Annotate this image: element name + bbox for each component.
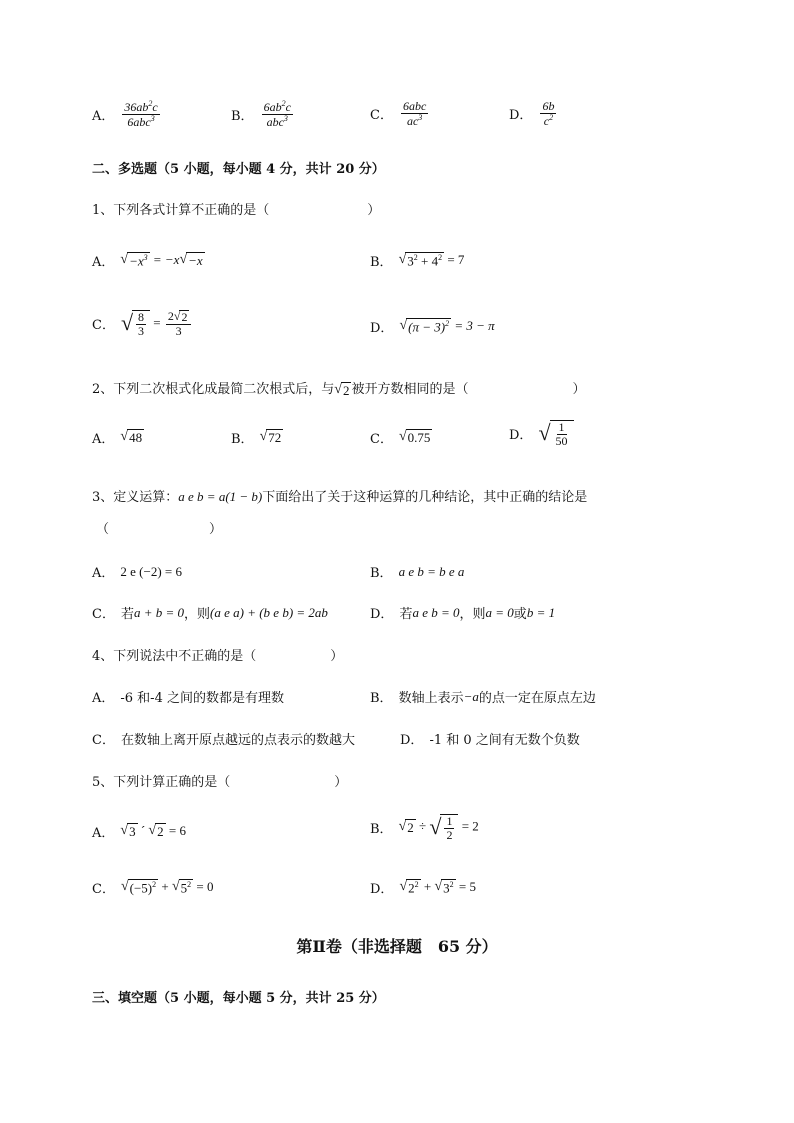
- q5-option-a: A． √ 3 ´ √ 2 = 6: [92, 822, 186, 841]
- part-2-title: 第Ⅱ卷（非选择题 65 分）: [296, 937, 498, 956]
- fraction: $\frac{36ab^2c}{6abc^3}$: [124, 99, 158, 129]
- q1-option-d: D． √ $(\pi - 3)^2$ = 3 − π: [370, 317, 495, 336]
- fraction: $\frac{\text{6abc}}{ac^3}$: [402, 99, 427, 128]
- fraction: $\frac{6ab^2c}{abc^3}$: [263, 99, 291, 129]
- q4-option-c: C． 在数轴上离开原点越远的点表示的数越大: [92, 733, 355, 748]
- fraction: $\frac{6b}{c^2}$: [542, 99, 555, 128]
- top-option-a: [92, 100, 162, 128]
- section-heading: 三、填空题（5 小题，每小题 5 分，共计 25 分）: [92, 991, 385, 1006]
- q1-option-c: C． √ $\frac{8}{3}$ = 2 √ 2 3: [92, 310, 193, 338]
- option-label: C．: [370, 108, 393, 124]
- q2-option-a: A． √ 48: [92, 429, 143, 447]
- question-2-stem: 2、下列二次根式化成最简二次根式后，与 √ 2 被开方数相同的是（ ）: [92, 381, 586, 398]
- q3-option-d: D． 若 a e b = 0 ，则 a = 0 或 b = 1: [370, 604, 556, 622]
- q2-option-d: D． √ $\frac{1}{50}$: [509, 420, 574, 447]
- top-option-d: [509, 100, 558, 127]
- top-option-c: [370, 100, 430, 127]
- q4-option-b: B． 数轴上表示 −a 的点一定在原点左边: [370, 688, 596, 706]
- q5-option-b: B． √ 2 ÷ √ $\frac{1}{2}$ = 2: [370, 814, 479, 842]
- section-heading: 二、多选题（5 小题，每小题 4 分，共计 20 分）: [92, 162, 385, 177]
- q2-option-b: B． √ 72: [231, 429, 282, 447]
- question-5-stem: 5、下列计算正确的是（ ）: [92, 775, 348, 790]
- q1-option-b: B． √ $3^2 + 4^2$ = 7: [370, 251, 465, 270]
- top-option-b: [231, 100, 295, 128]
- option-label: D．: [509, 108, 533, 124]
- q4-option-d: D． -1 和 0 之间有无数个负数: [400, 733, 580, 748]
- option-label: B．: [231, 108, 254, 124]
- q2-option-c: C． √ 0.75: [370, 429, 431, 447]
- q3-option-b: B． a e b = b e a: [370, 563, 465, 581]
- q5-option-c: C． √ $(-5)^2$ + √ $5^2$ = 0: [92, 878, 214, 897]
- question-3-stem: 3、定义运算：a e b = a(1 − b)下面给出了关于这种运算的几种结论，其中正确的结论是: [92, 489, 588, 505]
- question-1-stem: 1、下列各式计算不正确的是（ ）: [92, 203, 381, 218]
- q3-option-a: A． 2 e (−2) = 6: [92, 563, 182, 581]
- question-3-answer-paren: （ ）: [96, 522, 223, 537]
- q1-option-a: A． √ $-x^3$ = −x √ −x: [92, 251, 203, 270]
- q5-option-d: D． √ $2^2$ + √ $3^2$ = 5: [370, 878, 476, 897]
- q3-option-c: C． 若 a + b = 0 ，则 (a e a) + (b e b) = 2ab: [92, 604, 328, 622]
- question-4-stem: 4、下列说法中不正确的是（ ）: [92, 649, 344, 664]
- option-label: A．: [92, 108, 115, 124]
- q4-option-a: A． -6 和-4 之间的数都是有理数: [92, 691, 284, 706]
